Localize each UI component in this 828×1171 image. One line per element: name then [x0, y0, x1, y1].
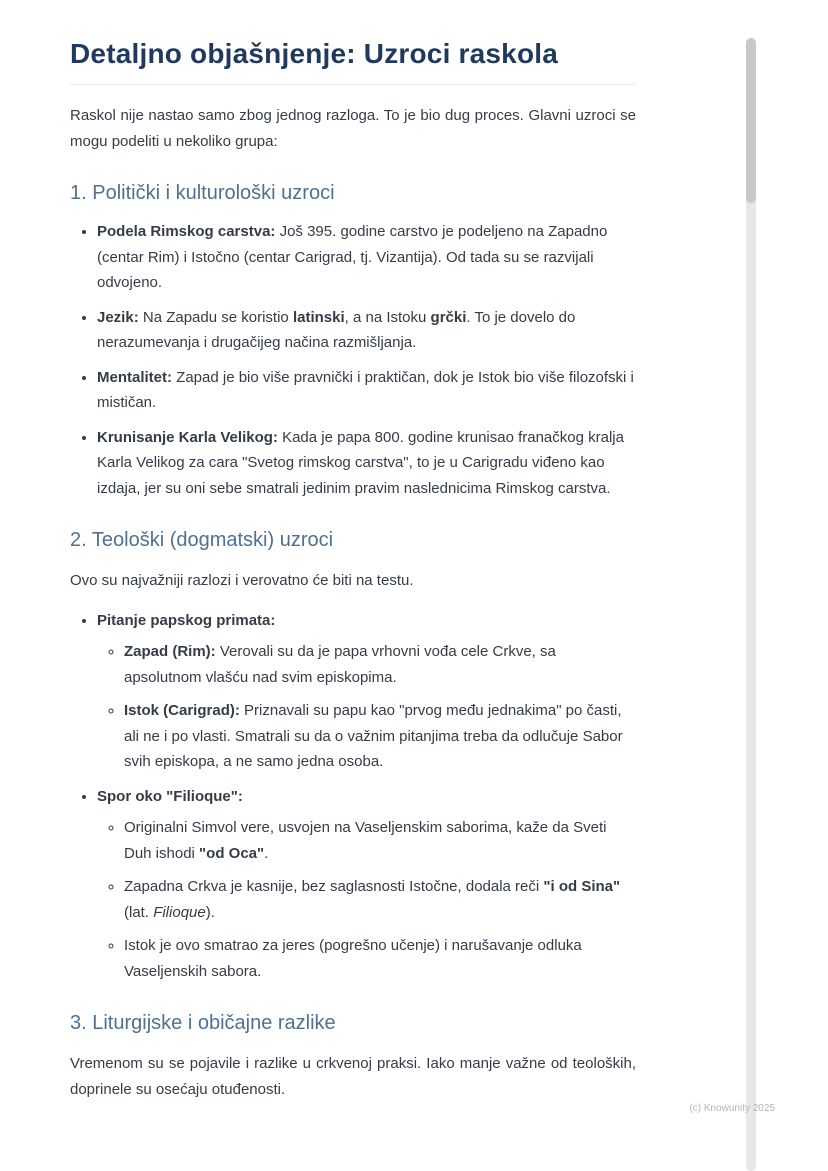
list-item-text: Pitanje papskog primata: — [97, 611, 276, 629]
page-title: Detaljno objašnjenje: Uzroci raskola — [70, 38, 636, 85]
list-item — [97, 608, 636, 775]
sublist-item — [124, 639, 636, 690]
section-heading-political: 1. Politički i kulturološki uzroci — [70, 182, 335, 204]
political-causes-list — [70, 219, 636, 501]
section-heading-theological: 2. Teološki (dogmatski) uzroci — [70, 529, 334, 551]
list-item-text: Podela Rimskog carstva: Još 395. godine carstvo je podeljeno na Zapadno (centar Rim) i Istočno (centar Carigrad, tj. Vizantija). Od tada su se razvijali odvojeno. — [97, 223, 608, 291]
list-item — [97, 784, 636, 985]
sublist-item — [124, 698, 636, 775]
theological-causes-list — [70, 608, 636, 985]
sublist-item-text: Zapadna Crkva je kasnije, bez saglasnosti Istočne, dodala reči "i od Sina" (lat. Filioque). — [124, 878, 621, 921]
sublist-item-text: Istok (Carigrad): Priznavali su papu kao "prvog među jednakima" po časti, ali ne i po vlasti. Smatrali su da o važnim pitanjima treba da odlučuje Sabor svih episkopa, a ne samo jedna osoba. — [124, 702, 623, 770]
theological-intro-paragraph: Ovo su najvažniji razlozi i verovatno će biti na testu. — [70, 572, 414, 589]
section-heading-liturgical: 3. Liturgijske i običajne razlike — [70, 1012, 336, 1034]
sublist-item-text: Zapad (Rim): Verovali su da je papa vrhovni vođa cele Crkve, sa apsolutnom vlašću nad svim episkopima. — [124, 643, 556, 686]
document-content — [70, 38, 636, 1102]
list-item — [97, 305, 636, 356]
list-item-text: Mentalitet: Zapad je bio više pravnički i praktičan, dok je Istok bio više filozofski i mističan. — [97, 368, 634, 411]
sublist-item-text: Istok je ovo smatrao za jeres (pogrešno učenje) i narušavanje odluka Vaseljenskih sabora. — [124, 937, 582, 980]
sublist-item — [124, 874, 636, 925]
sublist-item — [124, 815, 636, 866]
intro-paragraph: Raskol nije nastao samo zbog jednog razloga. To je bio dug proces. Glavni uzroci se mogu podeliti u nekoliko grupa: — [70, 107, 636, 150]
liturgical-paragraph: Vremenom su se pojavile i razlike u crkvenoj praksi. Iako manje važne od teoloških, doprinele su osećaju otuđenosti. — [70, 1055, 636, 1098]
sublist-item-text: Originalni Simvol vere, usvojen na Vaseljenskim saborima, kaže da Sveti Duh ishodi "od Oca". — [124, 819, 607, 862]
sublist-item — [124, 933, 636, 984]
list-item — [97, 219, 636, 296]
papal-primacy-sublist — [97, 639, 636, 775]
list-item — [97, 425, 636, 502]
scrollbar-thumb[interactable] — [746, 38, 756, 203]
list-item-text: Spor oko "Filioque": — [97, 787, 243, 805]
list-item — [97, 365, 636, 416]
scrollbar-track[interactable] — [746, 38, 756, 1171]
list-item-text: Krunisanje Karla Velikog: Kada je papa 800. godine krunisao franačkog kralja Karla Velikog za cara "Svetog rimskog carstva", to je u Carigradu viđeno kao izdaja, jer su oni sebe smatrali jedinim pravim naslednicima Rimskog carstva. — [97, 428, 624, 497]
list-item-text: Jezik: Na Zapadu se koristio latinski, a na Istoku grčki. To je dovelo do nerazumevanja i drugačijeg načina razmišljanja. — [97, 308, 576, 351]
filioque-sublist — [97, 815, 636, 984]
watermark-credit: (c) Knowunity 2025 — [689, 1103, 775, 1114]
